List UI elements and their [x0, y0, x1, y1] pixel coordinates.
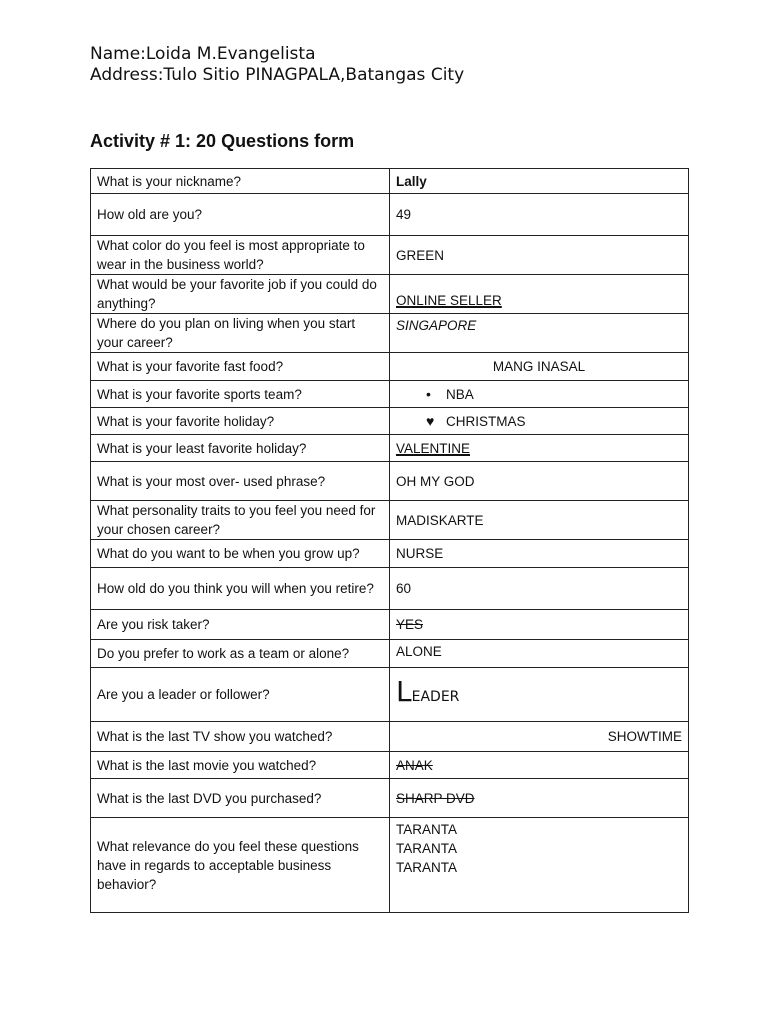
address-line: Address:Tulo Sitio PINAGPALA,Batangas City — [90, 65, 465, 85]
answer-cell: MADISKARTE — [390, 501, 689, 540]
question-cell: What is your favorite fast food? — [91, 353, 390, 381]
answer-text: EADER — [411, 689, 460, 705]
answer-cell — [390, 435, 689, 462]
question-cell: How old are you? — [91, 194, 390, 236]
table-row — [91, 722, 689, 752]
answer-cell: ANAK — [390, 752, 689, 779]
bullet-icon: • — [426, 385, 431, 402]
answer-cell — [390, 381, 689, 408]
question-cell: What is your favorite sports team? — [91, 381, 390, 408]
table-row — [91, 540, 689, 568]
questions-table — [90, 168, 689, 913]
table-row — [91, 435, 689, 462]
question-cell: What is the last movie you watched? — [91, 752, 390, 779]
answer-text: NBA — [446, 386, 474, 402]
table-row — [91, 275, 689, 314]
table-row — [91, 818, 689, 913]
answer-line: TARANTA — [396, 860, 458, 875]
answer-cell — [390, 818, 689, 913]
answer-cell: Lally — [390, 169, 689, 194]
table-row — [91, 568, 689, 610]
table-row — [91, 381, 689, 408]
answer-cell: OH MY GOD — [390, 462, 689, 501]
answer-cell: SHOWTIME — [390, 722, 689, 752]
answer-cell: SHARP DVD — [390, 779, 689, 818]
question-cell: What is your favorite holiday? — [91, 408, 390, 435]
answer-cell — [390, 668, 689, 722]
name-line: Name:Loida M.Evangelista — [90, 44, 316, 64]
question-cell: What is the last DVD you purchased? — [91, 779, 390, 818]
question-cell: What personality traits to you feel you need for your chosen career? — [91, 501, 390, 540]
answer-text: CHRISTMAS — [446, 413, 526, 429]
table-row — [91, 314, 689, 353]
table-row — [91, 640, 689, 668]
question-cell: What do you want to be when you grow up? — [91, 540, 390, 568]
answer-initial: L — [396, 675, 412, 708]
table-row — [91, 462, 689, 501]
activity-title: Activity # 1: 20 Questions form — [90, 131, 355, 151]
answer-line: TARANTA — [396, 841, 458, 856]
answer-cell: MANG INASAL — [390, 353, 689, 381]
table-row — [91, 610, 689, 640]
table-row — [91, 353, 689, 381]
heart-icon: ♥ — [426, 412, 435, 429]
list-item — [396, 385, 682, 404]
answer-cell: ALONE — [390, 640, 689, 668]
answer-cell: YES — [390, 610, 689, 640]
table-row — [91, 194, 689, 236]
question-cell: What color do you feel is most appropriate to wear in the business world? — [91, 236, 390, 275]
table-row — [91, 668, 689, 722]
table-row — [91, 408, 689, 435]
question-cell: Are you a leader or follower? — [91, 668, 390, 722]
question-cell: Are you risk taker? — [91, 610, 390, 640]
table-row — [91, 169, 689, 194]
answer-text: ONLINE SELLER — [396, 292, 502, 308]
list-item — [396, 412, 682, 431]
question-cell: How old do you think you will when you retire? — [91, 568, 390, 610]
question-cell: What is your nickname? — [91, 169, 390, 194]
answer-text: VALENTINE — [396, 440, 471, 456]
answer-cell: 49 — [390, 194, 689, 236]
question-cell: Do you prefer to work as a team or alone? — [91, 640, 390, 668]
table-row — [91, 779, 689, 818]
question-cell: What is your least favorite holiday? — [91, 435, 390, 462]
answer-line: TARANTA — [396, 822, 458, 837]
table-row — [91, 752, 689, 779]
question-cell: Where do you plan on living when you start your career? — [91, 314, 390, 353]
answer-cell — [390, 275, 689, 314]
answer-cell: NURSE — [390, 540, 689, 568]
question-cell: What is the last TV show you watched? — [91, 722, 390, 752]
answer-cell: 60 — [390, 568, 689, 610]
answer-cell — [390, 408, 689, 435]
question-cell: What relevance do you feel these questions have in regards to acceptable business behavior? — [91, 818, 390, 913]
table-row — [91, 236, 689, 275]
answer-cell: GREEN — [390, 236, 689, 275]
question-cell: What would be your favorite job if you could do anything? — [91, 275, 390, 314]
question-cell: What is your most over- used phrase? — [91, 462, 390, 501]
header — [90, 44, 464, 86]
answer-cell: SINGAPORE — [390, 314, 689, 353]
table-row — [91, 501, 689, 540]
